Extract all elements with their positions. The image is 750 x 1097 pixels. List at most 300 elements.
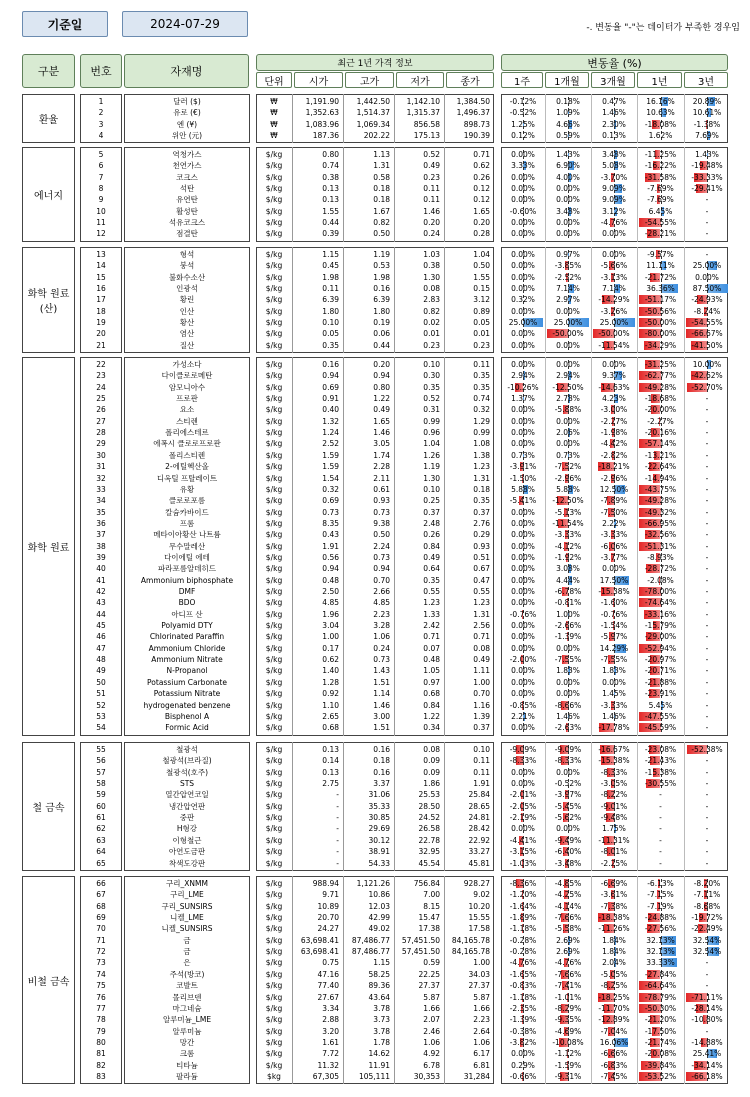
date-value: 2024-07-29: [122, 11, 248, 37]
cell-open: 1.80: [322, 306, 339, 316]
cell-open: 27.67: [317, 992, 339, 1002]
cell-name: Ammonium Chloride: [148, 643, 226, 653]
change-y3: [686, 519, 728, 528]
change-y3: [686, 383, 728, 392]
change-value: 0.00%: [602, 360, 626, 369]
change-m1: [547, 405, 589, 414]
change-m3: [593, 970, 635, 979]
change-value: -1.03%: [509, 858, 537, 868]
cell-number: 35: [96, 507, 106, 517]
change-value: -17.78%: [598, 723, 630, 733]
change-w1: [503, 779, 543, 788]
cell-open: 0.39: [322, 229, 339, 239]
change-value: -1.50%: [509, 473, 537, 483]
change-m3: [593, 295, 635, 304]
table-row: [0, 688, 750, 699]
change-y3: [686, 621, 728, 630]
header-unit: 단위: [256, 72, 292, 88]
change-m3: [593, 273, 635, 282]
table-row: [0, 529, 750, 540]
cell-number: 47: [96, 643, 106, 653]
change-m3: [593, 173, 635, 182]
change-m3: [593, 890, 635, 899]
change-y1: [639, 1061, 682, 1070]
change-m3: [593, 779, 635, 788]
change-value: 0.00%: [556, 824, 580, 834]
change-w1: [503, 768, 543, 777]
change-value: 1.84%: [602, 947, 626, 957]
cell-name: 철광석(브라질): [162, 756, 212, 766]
cell-open: 1,191.90: [305, 97, 339, 106]
change-value: 0.00%: [511, 1049, 535, 1059]
change-value: 0.00%: [602, 250, 626, 259]
cell-open: 0.13: [322, 195, 339, 205]
change-value: -3.70%: [600, 172, 628, 182]
change-value: 4.66%: [556, 119, 580, 129]
cell-name: 메타이아황산 나트륨: [153, 530, 221, 540]
change-value: -: [659, 813, 662, 823]
cell-number: 75: [96, 981, 106, 991]
cell-name: 붕석: [179, 261, 195, 271]
cell-high: 1.13: [373, 150, 390, 159]
change-value: 2.21%: [511, 711, 535, 721]
change-m1: [547, 284, 589, 293]
cell-low: 0.34: [423, 723, 440, 733]
change-value: 0.00%: [556, 340, 580, 350]
cell-name: 마그네슘: [172, 1003, 202, 1013]
cell-close: 6.81: [473, 1060, 490, 1070]
change-y3: [686, 553, 728, 562]
change-m1: [547, 790, 589, 799]
change-value: 0.00%: [511, 507, 535, 517]
cell-number: 13: [96, 250, 106, 259]
cell-open: 0.16: [322, 360, 339, 369]
cell-high: 0.18: [373, 756, 390, 766]
change-value: -15.38%: [598, 587, 630, 596]
header-number: 번호: [80, 54, 122, 88]
cell-high: 49.02: [368, 924, 390, 934]
cell-number: 10: [96, 206, 106, 216]
change-value: 25.00%: [508, 318, 538, 328]
cell-close: 1.29: [473, 416, 490, 426]
cell-high: 0.80: [373, 382, 390, 392]
change-value: 20.89%: [692, 97, 722, 106]
change-value: 0.00%: [511, 416, 535, 426]
change-y3: [686, 97, 728, 106]
table-row: [0, 846, 750, 857]
change-value: -7.19%: [647, 901, 674, 911]
cell-unit: $/kg: [265, 428, 283, 438]
cell-low: 0.20: [423, 218, 440, 228]
change-w1: [503, 229, 543, 238]
cell-high: 10.86: [368, 890, 390, 900]
change-m3: [593, 474, 635, 483]
change-m3: [593, 150, 635, 159]
change-y3: [686, 745, 728, 754]
change-value: -: [705, 450, 709, 460]
change-value: -: [705, 835, 709, 845]
change-value: -12.50%: [552, 496, 584, 506]
change-m1: [547, 879, 589, 888]
change-value: -5.45%: [554, 801, 582, 811]
change-value: -33.16%: [644, 609, 677, 619]
change-value: -: [705, 552, 709, 562]
cell-open: -: [336, 835, 339, 845]
cell-low: 32.95: [418, 847, 440, 857]
cell-number: 26: [96, 405, 106, 415]
cell-low: 0.35: [423, 382, 440, 392]
cell-close: 1.23: [473, 462, 490, 472]
cell-unit: $/kg: [265, 530, 283, 540]
change-value: -4.76%: [600, 218, 628, 228]
cell-name: 구리_XNMM: [166, 879, 208, 888]
cell-low: 0.38: [423, 261, 440, 271]
change-y1: [639, 802, 682, 811]
change-m3: [593, 1027, 635, 1036]
change-value: -0.38%: [509, 1026, 537, 1036]
cell-name: 구리_SUNSIRS: [161, 901, 213, 911]
change-w1: [503, 947, 543, 956]
change-value: -1.64%: [509, 901, 537, 911]
table-row: [0, 654, 750, 665]
change-y3: [686, 824, 728, 833]
change-value: -: [659, 847, 662, 857]
change-w1: [503, 924, 543, 933]
header-close: 종가: [446, 72, 494, 88]
cell-open: 0.17: [322, 643, 339, 653]
cell-unit: $/kg: [265, 643, 283, 653]
table-row: [0, 923, 750, 934]
change-value: -: [705, 518, 709, 528]
change-value: -: [705, 969, 709, 979]
table-row: [0, 183, 750, 194]
change-value: -0.28%: [509, 935, 537, 945]
change-m3: [593, 859, 635, 868]
change-y3: [686, 970, 728, 979]
change-value: 0.00%: [556, 689, 580, 699]
change-value: 0.00%: [556, 416, 580, 426]
change-w1: [503, 847, 543, 856]
change-value: -66.18%: [691, 1071, 723, 1081]
change-m1: [547, 689, 589, 698]
change-value: -8.66%: [554, 700, 582, 710]
change-m3: [593, 284, 635, 293]
change-m3: [593, 632, 635, 641]
change-value: 7.14%: [556, 284, 580, 294]
change-value: -17.50%: [644, 1026, 677, 1036]
change-value: 3.48%: [602, 150, 626, 159]
change-w1: [503, 958, 543, 967]
change-m1: [547, 218, 589, 227]
change-value: -11.70%: [598, 1003, 630, 1013]
cell-open: 47.16: [317, 969, 339, 979]
header-change-group: 변동율 (%): [501, 54, 728, 71]
cell-high: 9.38: [373, 518, 390, 528]
change-value: -1.18%: [509, 992, 537, 1002]
change-value: -: [705, 598, 709, 608]
change-w1: [503, 689, 543, 698]
cell-name: Ammonium Nitrate: [151, 655, 223, 665]
cell-name: Potassium Carbonate: [147, 677, 227, 687]
cell-low: 0.24: [423, 229, 440, 239]
change-m1: [547, 173, 589, 182]
change-value: 7.14%: [602, 284, 626, 294]
cell-number: 57: [96, 767, 106, 777]
cell-unit: ₩: [270, 97, 278, 106]
cell-number: 25: [96, 394, 106, 404]
cell-low: 0.09: [423, 767, 440, 777]
change-y1: [639, 836, 682, 845]
change-y3: [686, 768, 728, 777]
change-w1: [503, 576, 543, 585]
change-m3: [593, 184, 635, 193]
cell-close: 84,165.78: [451, 935, 490, 945]
cell-name: 2-에틸헥산올: [165, 462, 209, 472]
change-value: -24.93%: [691, 295, 723, 305]
cell-open: 0.94: [322, 564, 339, 574]
change-value: -8.93%: [647, 552, 674, 562]
table-row: [0, 96, 750, 107]
change-y1: [639, 462, 682, 471]
change-m3: [593, 723, 635, 732]
change-y1: [639, 329, 682, 338]
cell-open: 0.40: [322, 405, 339, 415]
change-m1: [547, 207, 589, 216]
change-value: -8.29%: [554, 1003, 582, 1013]
table-row: [0, 317, 750, 328]
cell-unit: $/kg: [265, 801, 283, 811]
change-w1: [503, 1004, 543, 1013]
cell-name: 주석(방코): [169, 969, 205, 979]
change-y3: [686, 417, 728, 426]
cell-open: 1.91: [322, 541, 339, 551]
cell-unit: $/kg: [265, 416, 283, 426]
change-y3: [686, 542, 728, 551]
change-value: -11.54%: [598, 340, 630, 350]
cell-open: 1.00: [322, 632, 339, 642]
cell-open: 0.48: [322, 575, 339, 585]
cell-unit: $/kg: [265, 666, 283, 676]
header-m1: 1개월: [545, 72, 589, 88]
change-value: -2.35%: [509, 1003, 537, 1013]
cell-unit: $/kg: [265, 229, 283, 239]
change-y1: [639, 417, 682, 426]
change-m3: [593, 405, 635, 414]
cell-name: 인광석: [176, 284, 198, 294]
change-y3: [686, 947, 728, 956]
change-value: -6.83%: [600, 1060, 628, 1070]
change-value: -: [705, 609, 709, 619]
change-m1: [547, 981, 589, 990]
change-value: -51.31%: [644, 541, 677, 551]
change-y1: [639, 161, 682, 170]
change-value: -3.91%: [509, 462, 537, 472]
change-y3: [686, 360, 728, 369]
cell-close: 1,496.37: [456, 108, 490, 118]
table-row: [0, 801, 750, 812]
change-y1: [639, 284, 682, 293]
cell-high: 1.80: [373, 306, 390, 316]
change-value: -23.08%: [644, 745, 677, 754]
table-row: [0, 957, 750, 968]
change-value: 3.48%: [556, 206, 580, 216]
change-m3: [593, 1015, 635, 1024]
cell-low: 1.33: [423, 609, 440, 619]
cell-close: 2.76: [473, 518, 490, 528]
change-value: 1.45%: [602, 689, 626, 699]
change-value: -33.33%: [691, 172, 723, 182]
change-m1: [547, 1015, 589, 1024]
cell-open: 6.39: [322, 295, 339, 305]
change-y1: [639, 678, 682, 687]
change-y1: [639, 768, 682, 777]
cell-low: 2.46: [423, 1026, 440, 1036]
cell-number: 82: [96, 1060, 106, 1070]
change-w1: [503, 250, 543, 259]
cell-open: 11.32: [317, 1060, 339, 1070]
change-value: -10.26%: [507, 382, 539, 392]
cell-high: 1,069.34: [356, 119, 390, 129]
cell-low: 0.31: [423, 405, 440, 415]
change-m1: [547, 610, 589, 619]
change-y3: [686, 958, 728, 967]
change-y3: [686, 451, 728, 460]
cell-close: 0.50: [473, 261, 490, 271]
change-value: -3.05%: [600, 779, 628, 789]
cell-number: 74: [96, 969, 106, 979]
change-value: -1.98%: [600, 428, 628, 438]
change-value: 2.69%: [556, 935, 580, 945]
change-w1: [503, 207, 543, 216]
change-value: -0.81%: [554, 598, 582, 608]
cell-name: BDO: [178, 598, 196, 608]
change-value: -0.28%: [509, 947, 537, 957]
change-value: 0.00%: [556, 360, 580, 369]
change-y3: [686, 1049, 728, 1058]
change-value: -20.71%: [644, 666, 677, 676]
change-m3: [593, 576, 635, 585]
cell-number: 59: [96, 790, 106, 800]
change-m3: [593, 195, 635, 204]
cell-close: 6.17: [473, 1049, 490, 1059]
change-value: 0.00%: [556, 218, 580, 228]
change-value: 0.00%: [511, 564, 535, 574]
change-value: -14.88%: [691, 1037, 723, 1047]
change-y1: [639, 644, 682, 653]
change-y1: [639, 902, 682, 911]
change-value: 32.13%: [646, 935, 675, 945]
change-m1: [547, 341, 589, 350]
change-value: -5.62%: [554, 813, 582, 823]
change-m1: [547, 195, 589, 204]
cell-high: 1.43: [373, 666, 390, 676]
change-y1: [639, 120, 682, 129]
change-value: -42.62%: [691, 371, 723, 381]
cell-close: 0.10: [473, 745, 490, 754]
cell-name: DMF: [178, 587, 196, 596]
change-value: -20.08%: [644, 1049, 677, 1059]
change-m3: [593, 745, 635, 754]
change-y1: [639, 428, 682, 437]
table-row: [0, 609, 750, 620]
cell-open: 1.61: [322, 1037, 339, 1047]
change-value: 2.30%: [602, 119, 626, 129]
change-y3: [686, 405, 728, 414]
change-value: 1.84%: [602, 935, 626, 945]
change-y1: [639, 859, 682, 868]
change-value: 2.94%: [556, 371, 580, 381]
change-value: -8.33%: [554, 756, 582, 766]
cell-close: 0.11: [473, 360, 490, 369]
cell-unit: $/kg: [265, 507, 283, 517]
table-row: [0, 507, 750, 518]
cell-name: 열간압연코일: [165, 790, 209, 800]
cell-low: 175.13: [413, 131, 440, 141]
change-y3: [686, 632, 728, 641]
cell-close: 1.66: [473, 1003, 490, 1013]
change-value: 16.16%: [646, 97, 675, 106]
change-y1: [639, 632, 682, 641]
change-value: 5.88%: [511, 484, 535, 494]
cell-close: 28.65: [468, 801, 490, 811]
change-m3: [593, 360, 635, 369]
cell-low: 0.07: [423, 643, 440, 653]
cell-name: 유황: [179, 484, 195, 494]
change-w1: [503, 666, 543, 675]
cell-low: 1.22: [423, 711, 440, 721]
cell-unit: $/kg: [265, 318, 283, 328]
change-value: 0.00%: [511, 329, 535, 339]
cell-number: 45: [96, 621, 106, 631]
change-value: -3.97%: [554, 790, 582, 800]
change-value: -0.83%: [509, 981, 537, 991]
cell-close: 1.00: [473, 958, 490, 968]
change-value: 0.00%: [511, 284, 535, 294]
cell-open: 3.34: [322, 1003, 339, 1013]
change-m1: [547, 508, 589, 517]
cell-unit: $/kg: [265, 150, 283, 159]
table-row: [0, 130, 750, 141]
table-row: [0, 328, 750, 339]
cell-close: 0.18: [473, 484, 490, 494]
cell-unit: $/kg: [265, 587, 283, 596]
cell-name: 유로 (€): [173, 108, 201, 118]
cell-open: 9.71: [322, 890, 339, 900]
change-w1: [503, 428, 543, 437]
table-row: [0, 359, 750, 370]
cell-open: 1.59: [322, 450, 339, 460]
change-value: 14.29%: [599, 643, 629, 653]
cell-high: 1.98: [373, 272, 390, 282]
change-value: 0.73%: [556, 450, 580, 460]
cell-high: 0.16: [373, 284, 390, 294]
cell-number: 11: [96, 218, 106, 228]
change-value: 25.00%: [599, 318, 629, 328]
change-y3: [686, 836, 728, 845]
change-w1: [503, 790, 543, 799]
change-m1: [547, 394, 589, 403]
change-w1: [503, 451, 543, 460]
change-y3: [686, 902, 728, 911]
change-value: -14.63%: [598, 382, 630, 392]
change-y3: [686, 723, 728, 732]
change-m3: [593, 553, 635, 562]
change-w1: [503, 131, 543, 140]
change-w1: [503, 261, 543, 270]
change-value: -3.85%: [554, 261, 582, 271]
cell-number: 28: [96, 428, 106, 438]
change-value: -8.33%: [600, 767, 628, 777]
